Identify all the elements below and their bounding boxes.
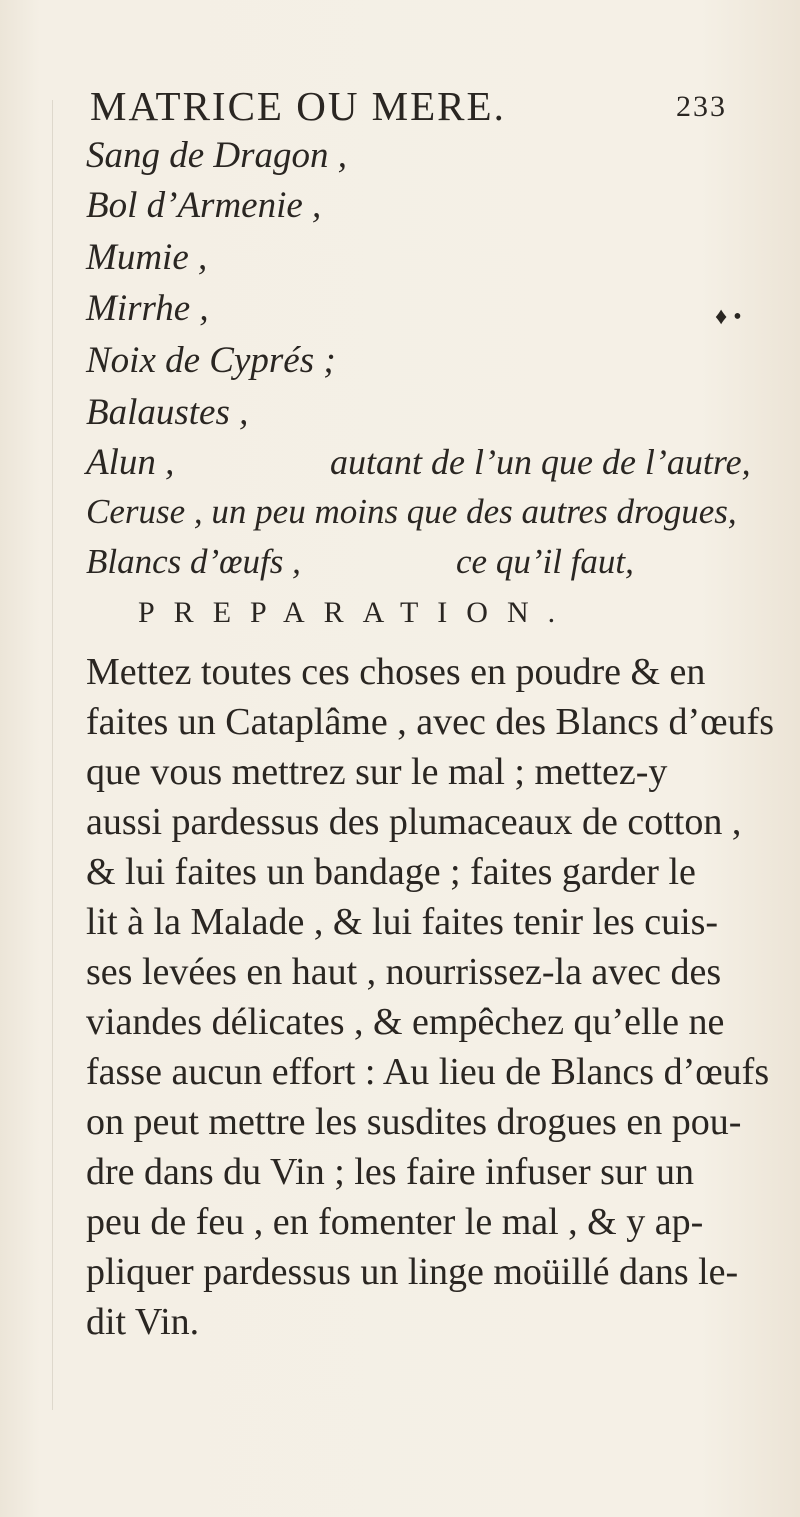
text-line: fasse aucun effort : Au lieu de Blancs d’œufs xyxy=(86,1051,770,1093)
text-line: viandes délicates , & empêchez qu’elle ne xyxy=(86,1001,725,1043)
ingredient-line: Mumie , xyxy=(86,237,208,278)
ingredient-line: Noix de Cyprés ; xyxy=(86,340,336,381)
text-line: on peut mettre les susdites drogues en pou- xyxy=(86,1101,742,1143)
ingredient-note: autant de l’un que de l’autre, xyxy=(330,442,751,482)
section-heading: PREPARATION. xyxy=(138,596,575,629)
text-line: peu de feu , en fomenter le mal , & y ap- xyxy=(86,1201,704,1243)
ingredient-line: Blancs d’œufs , xyxy=(86,542,301,581)
text-line: & lui faites un bandage ; faites garder le xyxy=(86,851,696,893)
text-line: dre dans du Vin ; les faire infuser sur un xyxy=(86,1151,695,1193)
ingredient-note: ce qu’il faut, xyxy=(456,542,634,581)
ingredient-line: Mirrhe , xyxy=(86,288,209,329)
header-title: MATRICE OU MERE. xyxy=(90,83,506,129)
text-line: que vous mettrez sur le mal ; mettez-y xyxy=(86,751,668,793)
ingredient-line: Alun , xyxy=(86,442,175,483)
margin-ornament: ♦ • xyxy=(715,304,742,330)
ingredient-line: Balaustes , xyxy=(86,392,249,433)
text-line: pliquer pardessus un linge moüillé dans le- xyxy=(86,1251,739,1293)
text-line: ses levées en haut , nourrissez-la avec des xyxy=(86,951,722,993)
ingredient-line: Ceruse , un peu moins que des autres drogues, xyxy=(86,492,737,531)
running-header xyxy=(90,82,730,132)
text-line: lit à la Malade , & lui faites tenir les cuis- xyxy=(86,901,719,943)
text-line: aussi pardessus des plumaceaux de cotton , xyxy=(86,801,742,843)
page-number: 233 xyxy=(676,90,727,123)
page-crease xyxy=(52,100,53,1410)
ingredient-line: Sang de Dragon , xyxy=(86,135,348,176)
text-line: Mettez toutes ces choses en poudre & en xyxy=(86,651,706,693)
text-line: faites un Cataplâme , avec des Blancs d’œufs xyxy=(86,701,774,743)
text-line: dit Vin. xyxy=(86,1301,200,1343)
ingredient-line: Bol d’Armenie , xyxy=(86,185,322,226)
